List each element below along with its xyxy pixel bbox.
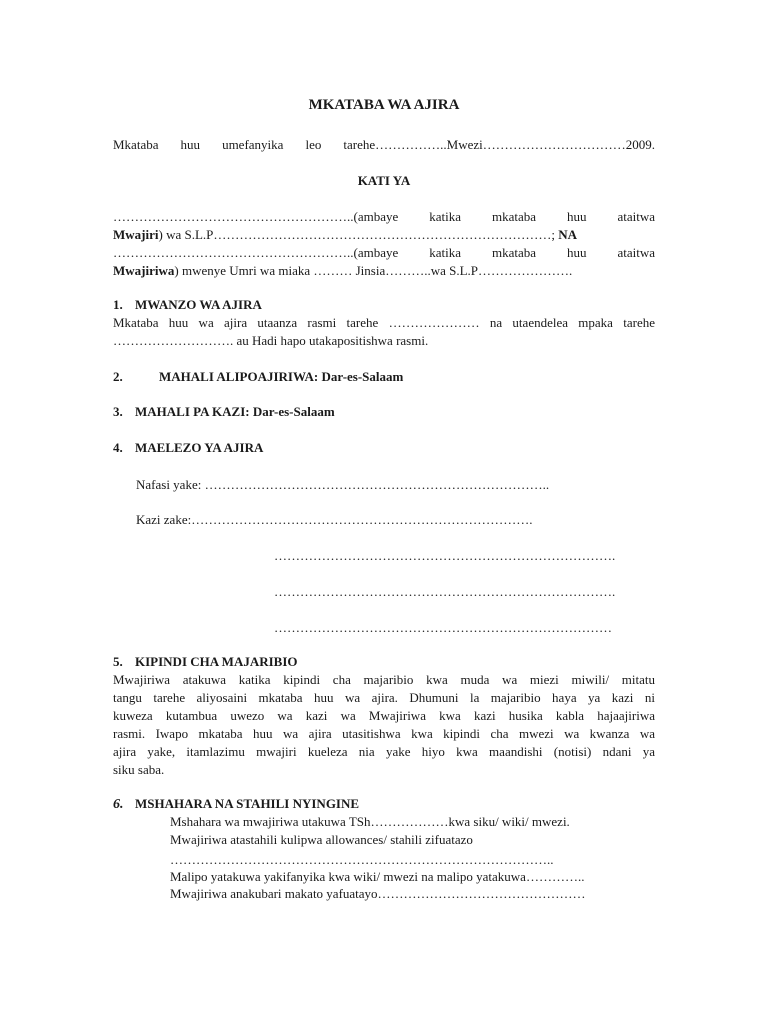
section-6-number: 6. — [113, 797, 124, 812]
kazi-field: Kazi zake:……………………………………………………………………. — [136, 512, 533, 527]
section-3-heading — [113, 404, 335, 420]
intro-line: Mkataba huu umefanyika leo tarehe……………..Mwezi……………………………2009. — [113, 137, 655, 152]
section-5-line-6: siku saba. — [113, 762, 165, 777]
section-6-line-3: …………………………………………………………………………….. — [170, 852, 554, 867]
section-1-line-2: ………………………. au Hadi hapo utakapositishwa rasmi. — [113, 333, 429, 348]
section-2-title: MAHALI ALIPOAJIRIWA: Dar-es-Salaam — [159, 369, 404, 384]
section-4-title: MAELEZO YA AJIRA — [135, 440, 264, 455]
section-1-number: 1. — [113, 297, 123, 312]
section-3-title: MAHALI PA KAZI: Dar-es-Salaam — [135, 404, 335, 419]
section-5-line-3: kuweza kutambua uwezo wa kazi wa Mwajiriwa kwa kazi husika kabla hajaajiriwa — [113, 708, 655, 723]
section-6-line-2: Mwajiriwa atastahili kulipwa allowances/ stahili zifuatazo — [170, 832, 473, 847]
section-5-heading — [113, 654, 298, 670]
section-6-title: MSHAHARA NA STAHILI NYINGINE — [135, 796, 360, 811]
nafasi-field: Nafasi yake: …………………………………………………………………….. — [136, 477, 550, 492]
party-employee-details — [113, 263, 655, 279]
section-5-line-2: tangu tarehe aliyosaini mkataba huu wa ajira. Dhumuni la majaribio haya ya kazi ni — [113, 690, 655, 705]
section-4-number: 4. — [113, 440, 123, 455]
employer-address-text: ) wa S.L.P……………………………………………………………………; — [158, 227, 559, 242]
section-6-line-5: Mwajiriwa anakubari makato yafuatayo………………………………………… — [170, 886, 586, 901]
section-5-number: 5. — [113, 654, 123, 669]
section-5-title: KIPINDI CHA MAJARIBIO — [135, 654, 298, 669]
document-title: MKATABA WA AJIRA — [308, 97, 460, 113]
section-2-heading — [113, 369, 403, 385]
na-label: NA — [558, 227, 578, 242]
kazi-dots-line-1: ……………………………………………………………………. — [274, 548, 616, 563]
section-6-line-1: Mshahara wa mwajiriwa utakuwa TSh………………kwa siku/ wiki/ mwezi. — [170, 814, 570, 829]
kati-ya-heading — [0, 173, 768, 189]
section-5-line-5: ajira yake, itamlazimu mwajiri kueleza nia yake hiyo kwa maandishi (notisi) ndani ya — [113, 744, 655, 759]
mwajiri-label: Mwajiri — [113, 227, 159, 242]
party-employer-address — [113, 227, 655, 243]
kati-ya-text: KATI YA — [357, 173, 411, 188]
section-5-line-4: rasmi. Iwapo mkataba huu wa ajira utasitishwa kwa kipindi cha mwezi wa kwanza wa — [113, 726, 655, 741]
section-2-number: 2. — [113, 369, 123, 384]
kazi-dots-line-3: …………………………………………………………………… — [274, 620, 612, 635]
party-employee-line: ………………………………………………..(ambaye katika mkataba huu ataitwa — [113, 245, 655, 260]
section-6-line-4: Malipo yatakuwa yakifanyika kwa wiki/ mwezi na malipo yatakuwa………….. — [170, 869, 585, 884]
employee-details-text: ) mwenye Umri wa miaka ……… Jinsia………..wa S.L.P…………………. — [174, 263, 573, 278]
mwajiriwa-label: Mwajiriwa — [113, 263, 175, 278]
section-6-heading — [113, 796, 359, 813]
section-3-number: 3. — [113, 404, 123, 419]
section-1-title: MWANZO WA AJIRA — [135, 297, 262, 312]
kazi-dots-line-2: ……………………………………………………………………. — [274, 584, 616, 599]
section-4-heading — [113, 440, 263, 456]
section-1-heading — [113, 297, 262, 313]
section-5-line-1: Mwajiriwa atakuwa katika kipindi cha majaribio kwa muda wa miezi miwili/ mitatu — [113, 672, 655, 687]
party-employer-line: ………………………………………………..(ambaye katika mkataba huu ataitwa — [113, 209, 655, 224]
section-1-line-1: Mkataba huu wa ajira utaanza rasmi tarehe ………………… na utaendelea mpaka tarehe — [113, 315, 655, 330]
